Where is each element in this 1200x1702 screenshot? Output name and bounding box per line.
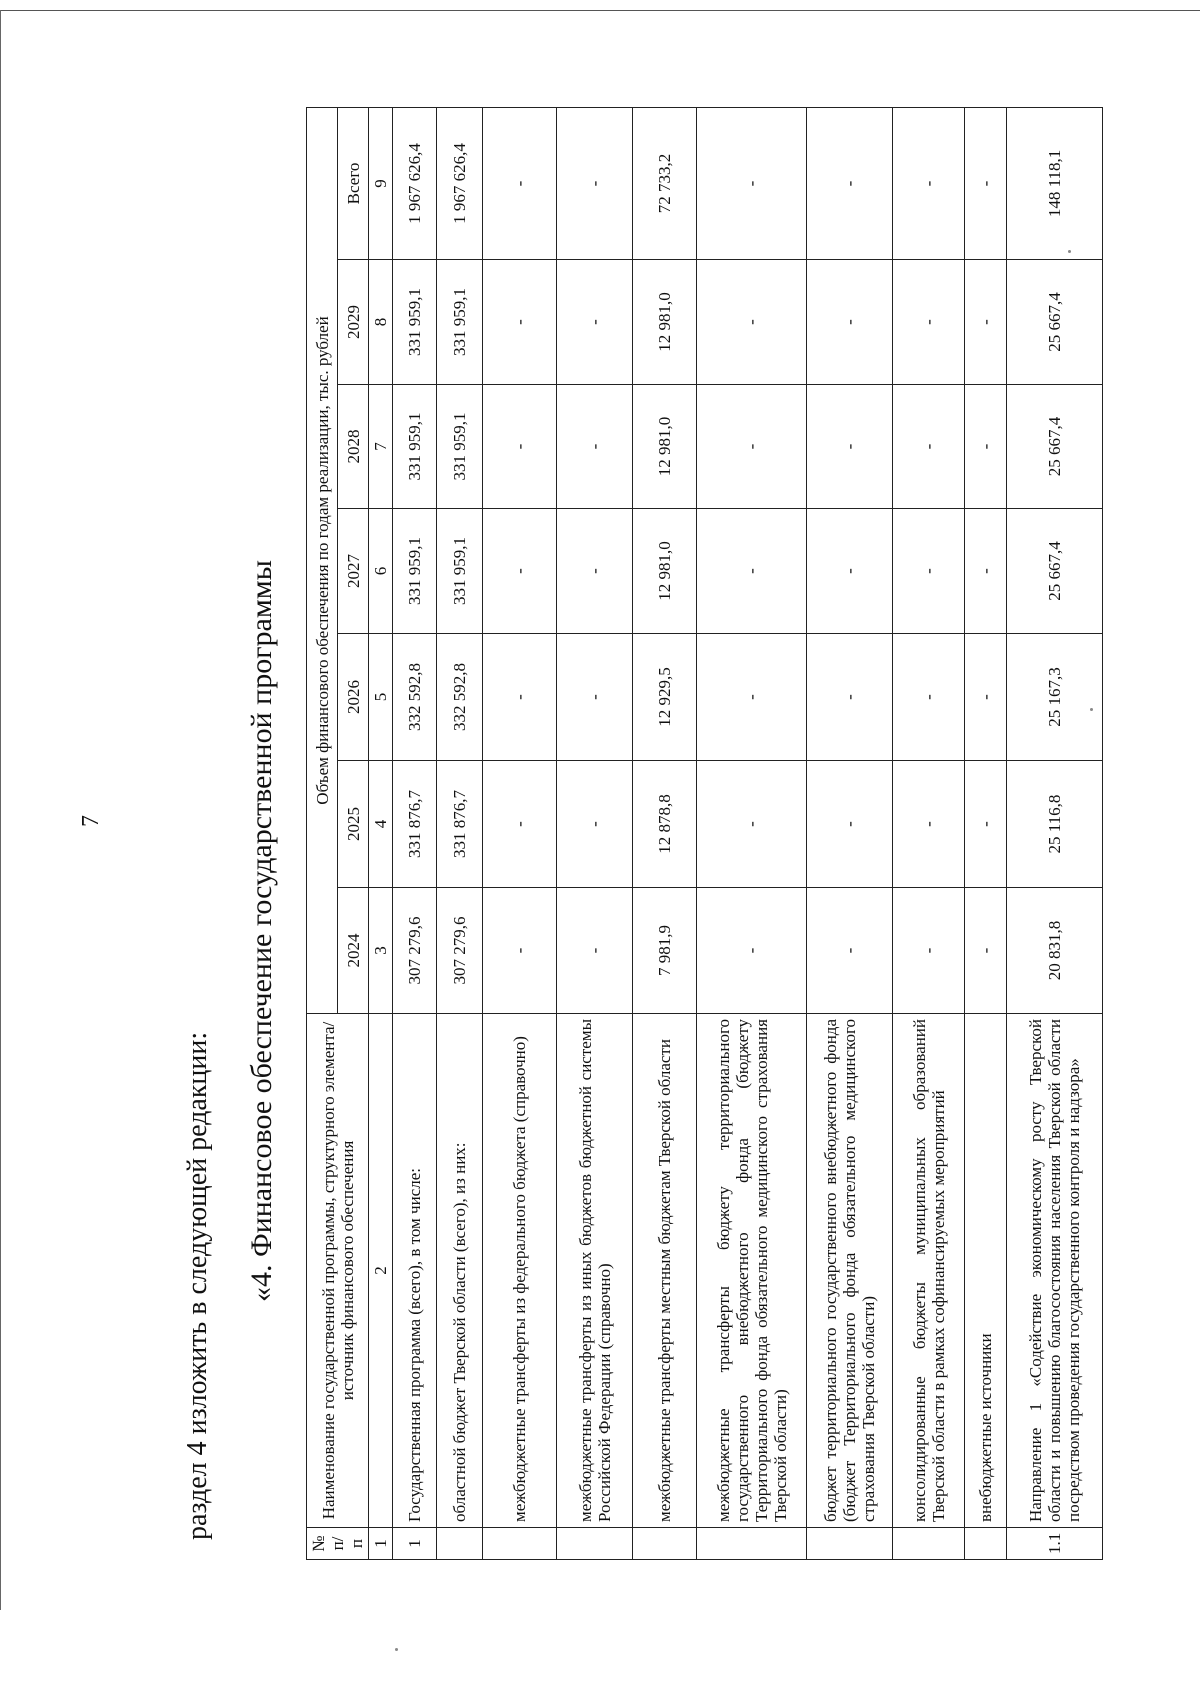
row-total-value: - <box>807 107 893 259</box>
row-year-value: 25 116,8 <box>1007 761 1103 888</box>
row-name: межбюджетные трансферты из иных бюджетов бюджетной системы Российской Федерации (справочно) <box>557 1014 633 1528</box>
row-index <box>437 1528 483 1560</box>
row-year-value: - <box>965 634 1007 761</box>
row-year-value: 307 279,6 <box>437 888 483 1014</box>
row-year-value: - <box>557 260 633 385</box>
row-year-value: - <box>893 509 965 634</box>
row-year-value: - <box>807 761 893 888</box>
row-total-value: 72 733,2 <box>633 107 697 259</box>
column-number: 5 <box>369 634 393 761</box>
row-year-value: 12 981,0 <box>633 509 697 634</box>
row-year-value: - <box>965 888 1007 1014</box>
row-index <box>807 1528 893 1560</box>
row-index <box>633 1528 697 1560</box>
header-year: 2028 <box>338 385 369 509</box>
table-row <box>965 107 1007 1559</box>
table-row <box>437 107 483 1559</box>
row-name: областной бюджет Тверской области (всего), из них: <box>437 1014 483 1528</box>
row-year-value: - <box>697 509 807 634</box>
row-year-value: 331 876,7 <box>437 761 483 888</box>
row-name: Государственная программа (всего), в том числе: <box>393 1014 437 1528</box>
column-number: 9 <box>369 107 393 259</box>
row-year-value: 25 667,4 <box>1007 385 1103 509</box>
row-name: межбюджетные трансферты бюджету территориального государственного внебюджетного фонда (бюджету Территориального фонда обязательного медицинского страхования Тверской области) <box>697 1014 807 1528</box>
header-year: 2025 <box>338 761 369 888</box>
row-year-value: - <box>483 761 557 888</box>
row-year-value: 331 959,1 <box>393 260 437 385</box>
row-index: 1.1 <box>1007 1528 1103 1560</box>
row-year-value: 331 959,1 <box>393 509 437 634</box>
row-year-value: 7 981,9 <box>633 888 697 1014</box>
row-year-value: - <box>483 634 557 761</box>
column-number: 1 <box>369 1528 393 1560</box>
row-total-value: - <box>965 107 1007 259</box>
section-title: «4. Финансовое обеспечение государственной программы <box>245 560 278 1302</box>
row-name: бюджет территориального государственного внебюджетного фонда (бюджет Территориального фонда обязательного медицинского страхования Тверской области) <box>807 1014 893 1528</box>
row-total-value: - <box>557 107 633 259</box>
column-number: 4 <box>369 761 393 888</box>
row-year-value: 331 876,7 <box>393 761 437 888</box>
row-year-value: 331 959,1 <box>437 509 483 634</box>
column-number-row <box>369 107 393 1559</box>
row-year-value: - <box>557 634 633 761</box>
row-total-value: 1 967 626,4 <box>393 107 437 259</box>
row-index <box>965 1528 1007 1560</box>
row-name: Направление 1 «Содействие экономическому росту Тверской области и повышению благосостояния населения Тверской области посредством проведения государственного контроля и надзора» <box>1007 1014 1103 1528</box>
row-year-value: 12 981,0 <box>633 385 697 509</box>
header-row <box>307 107 338 1559</box>
row-year-value: - <box>807 888 893 1014</box>
row-year-value: - <box>807 385 893 509</box>
table-body <box>369 107 1103 1559</box>
row-year-value: - <box>557 888 633 1014</box>
row-year-value: - <box>965 385 1007 509</box>
table-row <box>633 107 697 1559</box>
row-year-value: 20 831,8 <box>1007 888 1103 1014</box>
row-year-value: - <box>807 634 893 761</box>
column-number: 6 <box>369 509 393 634</box>
row-year-value: - <box>483 888 557 1014</box>
row-year-value: - <box>557 509 633 634</box>
header-year: 2026 <box>338 634 369 761</box>
row-name: консолидированные бюджеты муниципальных образований Тверской области в рамках софинансируемых мероприятий <box>893 1014 965 1528</box>
table-row <box>1007 107 1103 1559</box>
row-index <box>697 1528 807 1560</box>
table-row <box>807 107 893 1559</box>
header-total: Всего <box>338 107 369 259</box>
row-year-value: - <box>893 385 965 509</box>
row-year-value: - <box>965 260 1007 385</box>
header-year: 2027 <box>338 509 369 634</box>
column-number: 8 <box>369 260 393 385</box>
row-year-value: - <box>697 761 807 888</box>
row-year-value: - <box>807 509 893 634</box>
row-year-value: - <box>483 260 557 385</box>
row-year-value: - <box>893 761 965 888</box>
row-index <box>557 1528 633 1560</box>
row-year-value: - <box>697 888 807 1014</box>
row-year-value: - <box>697 260 807 385</box>
row-year-value: 12 929,5 <box>633 634 697 761</box>
column-number: 7 <box>369 385 393 509</box>
table-row <box>483 107 557 1559</box>
header-name: Наименование государственной программы, структурного элемента/источник финансового обеспечения <box>307 1014 369 1528</box>
row-name: межбюджетные трансферты местным бюджетам Тверской области <box>633 1014 697 1528</box>
row-year-value: - <box>483 509 557 634</box>
row-year-value: - <box>965 761 1007 888</box>
row-year-value: - <box>483 385 557 509</box>
row-index <box>893 1528 965 1560</box>
row-year-value: - <box>893 888 965 1014</box>
intro-text: раздел 4 изложить в следующей редакции: <box>182 1031 213 1540</box>
table-row <box>393 107 437 1559</box>
row-total-value: 148 118,1 <box>1007 107 1103 259</box>
row-year-value: 331 959,1 <box>437 260 483 385</box>
header-volume: Объем финансового обеспечения по годам реализации, тыс. рублей <box>307 107 338 1013</box>
row-index <box>483 1528 557 1560</box>
header-year: 2024 <box>338 888 369 1014</box>
row-year-value: - <box>965 509 1007 634</box>
table-row <box>557 107 633 1559</box>
financing-table <box>306 107 1103 1560</box>
row-year-value: - <box>557 385 633 509</box>
header-year: 2029 <box>338 260 369 385</box>
row-year-value: 332 592,8 <box>437 634 483 761</box>
row-total-value: 1 967 626,4 <box>437 107 483 259</box>
row-name: внебюджетные источники <box>965 1014 1007 1528</box>
row-year-value: 25 167,3 <box>1007 634 1103 761</box>
row-year-value: 25 667,4 <box>1007 260 1103 385</box>
row-year-value: 331 959,1 <box>393 385 437 509</box>
row-name: межбюджетные трансферты из федерального бюджета (справочно) <box>483 1014 557 1528</box>
page-number: 7 <box>78 815 104 827</box>
row-year-value: 12 878,8 <box>633 761 697 888</box>
row-total-value: - <box>893 107 965 259</box>
row-index: 1 <box>393 1528 437 1560</box>
table-row <box>697 107 807 1559</box>
row-year-value: - <box>557 761 633 888</box>
row-year-value: - <box>893 634 965 761</box>
row-year-value: 25 667,4 <box>1007 509 1103 634</box>
row-total-value: - <box>483 107 557 259</box>
row-year-value: - <box>893 260 965 385</box>
row-year-value: 12 981,0 <box>633 260 697 385</box>
table-row <box>893 107 965 1559</box>
row-year-value: 307 279,6 <box>393 888 437 1014</box>
row-year-value: 332 592,8 <box>393 634 437 761</box>
column-number: 2 <box>369 1014 393 1528</box>
row-year-value: - <box>807 260 893 385</box>
column-number: 3 <box>369 888 393 1014</box>
row-total-value: - <box>697 107 807 259</box>
row-year-value: 331 959,1 <box>437 385 483 509</box>
header-num: № п/п <box>307 1528 369 1560</box>
row-year-value: - <box>697 634 807 761</box>
row-year-value: - <box>697 385 807 509</box>
